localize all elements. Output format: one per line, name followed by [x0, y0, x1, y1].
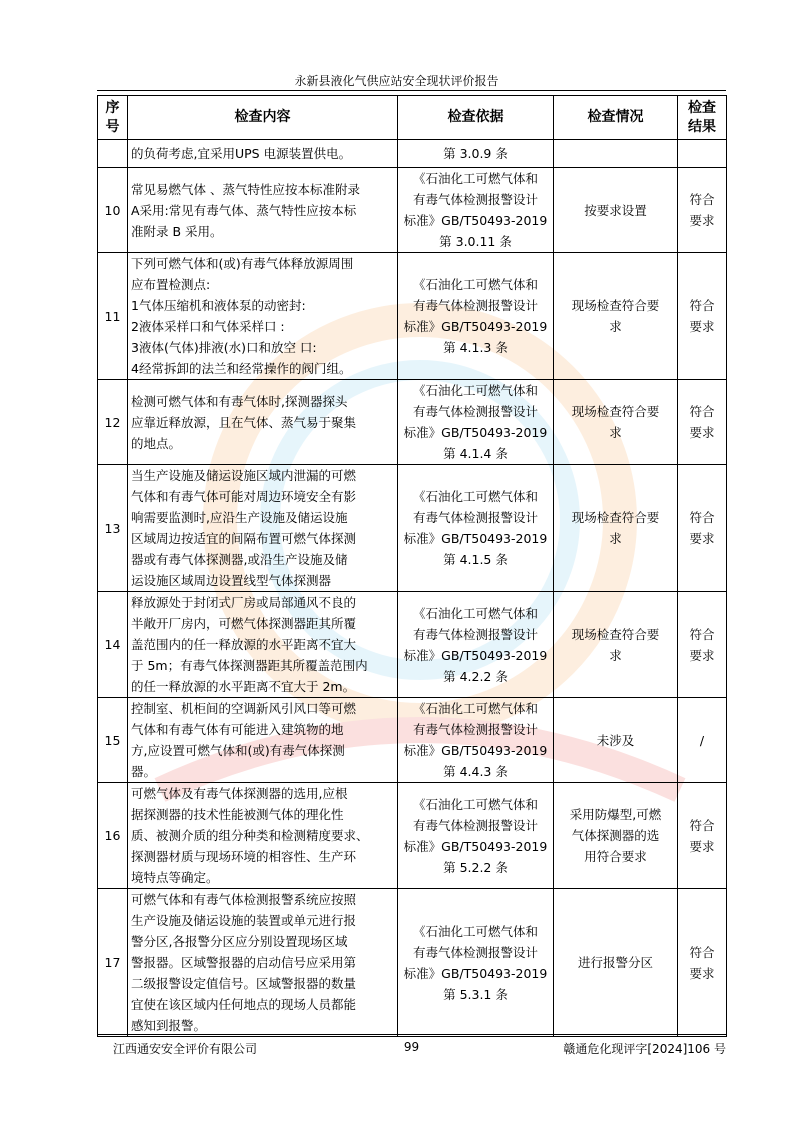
check-content [128, 889, 398, 1037]
check-content [128, 380, 398, 465]
table-row [98, 592, 727, 698]
check-basis [398, 253, 554, 380]
row-number: 11 [98, 253, 128, 380]
check-basis-line: 有毒气体检测报警设计 [412, 298, 538, 313]
check-result [678, 253, 727, 380]
check-basis-line: 标准》GB/T50493-2019 [403, 838, 548, 854]
header-basis: 检查依据 [398, 96, 554, 140]
check-basis-line: 标准》GB/T50493-2019 [403, 425, 548, 440]
row-number: 14 [98, 592, 128, 698]
row-number [98, 140, 128, 168]
check-basis-line: 有毒气体检测报警设计 [412, 192, 538, 207]
check-situation-line: 用符合要求 [584, 849, 647, 864]
header-divider [97, 90, 726, 91]
check-situation [554, 889, 678, 1037]
check-content-line: 应布置检测点: [131, 277, 211, 292]
check-content-line: 境特点等确定。 [131, 870, 219, 885]
check-content-line: 常见易燃气体 、蒸气特性应按本标准附录 [131, 181, 360, 197]
check-situation-line: 现场检查符合要 [571, 404, 660, 419]
check-content-line: 1气体压缩机和液体泵的动密封: [131, 298, 306, 313]
check-content-line: 响需要监测时,应沿生产设施及储运设施 [131, 510, 348, 525]
check-situation-line: 求 [609, 531, 622, 546]
check-basis-line: 第 4.1.5 条 [443, 552, 508, 567]
check-content-line: 检测可燃气体和有毒气体时,探测器探头 [131, 393, 348, 409]
check-basis [398, 140, 554, 168]
check-basis [398, 380, 554, 465]
check-content-line: 运设施区域周边设置线型气体探测器 [131, 573, 332, 588]
check-result-line: 要求 [689, 838, 715, 854]
check-basis-line: 第 4.4.3 条 [443, 764, 508, 779]
check-situation-line: 按要求设置 [584, 202, 647, 218]
check-situation-line: 气体探测器的选 [571, 828, 660, 843]
check-result-line: 符合 [689, 192, 715, 207]
check-basis-line: 标准》GB/T50493-2019 [403, 647, 548, 663]
header-content: 检查内容 [128, 96, 398, 140]
header-situation: 检查情况 [554, 96, 678, 140]
check-content-line: 质、被测介质的组分种类和检测精度要求、 [131, 828, 369, 843]
check-content-line: 器或有毒气体探测器,或沿生产设施及储 [131, 552, 348, 567]
check-situation [554, 168, 678, 253]
document-number: 赣通危化现评字[2024]106 号 [563, 1042, 726, 1056]
check-result [678, 889, 727, 1037]
check-content-line: 4经常拆卸的法兰和经常操作的阀门组。 [131, 361, 352, 376]
check-content [128, 465, 398, 592]
check-content-line: 的地点。 [131, 435, 182, 451]
check-situation-line: 现场检查符合要 [571, 626, 660, 642]
check-basis [398, 465, 554, 592]
check-result [678, 592, 727, 698]
check-content-line: 应靠近释放源，且在气体、蒸气易于聚集 [131, 414, 357, 430]
check-basis [398, 783, 554, 889]
check-situation [554, 380, 678, 465]
check-result-line: 要求 [689, 425, 715, 440]
check-basis-line: 第 5.3.1 条 [443, 986, 508, 1002]
check-basis-line: 《石油化工可燃气体和 [412, 277, 538, 292]
check-result [678, 698, 727, 783]
page-header: 永新县液化气供应站安全现状评价报告 [294, 74, 499, 88]
check-basis [398, 168, 554, 253]
check-basis-line: 第 4.1.4 条 [443, 446, 508, 461]
check-content-line: 器。 [131, 764, 157, 779]
check-basis [398, 889, 554, 1037]
row-number: 13 [98, 465, 128, 592]
check-result [678, 380, 727, 465]
check-result [678, 465, 727, 592]
check-basis-line: 有毒气体检测报警设计 [412, 722, 538, 737]
check-situation-line: 现场检查符合要 [571, 510, 660, 525]
page-number: 99 [403, 1040, 420, 1054]
check-content-line: 探测器材质与现场环境的相容性、生产环 [131, 849, 357, 864]
check-basis-line: 有毒气体检测报警设计 [412, 404, 538, 419]
check-basis-line: 《石油化工可燃气体和 [412, 923, 538, 939]
check-situation-line: 未涉及 [596, 732, 635, 748]
table-row [98, 889, 727, 1037]
check-content-line: 宜使在该区域内任何地点的现场人员都能 [131, 997, 357, 1012]
check-result-line: 要求 [689, 531, 715, 546]
check-content-line: 感知到报警。 [131, 1018, 207, 1033]
check-result-line: / [699, 732, 705, 748]
row-number: 17 [98, 889, 128, 1037]
check-basis-line: 《石油化工可燃气体和 [412, 796, 538, 812]
check-content-line: 控制室、机柜间的空调新风引风口等可燃 [131, 701, 357, 716]
check-content-line: 盖范围内的任一释放源的水平距离不宜大 [131, 637, 357, 652]
check-content-line: 可燃气体和有毒气体检测报警系统应按照 [131, 892, 357, 907]
footer-divider [97, 1034, 726, 1035]
check-result-line: 符合 [689, 404, 715, 419]
check-result-line: 要求 [689, 213, 715, 228]
check-content [128, 592, 398, 698]
table-row [98, 168, 727, 253]
check-content [128, 168, 398, 253]
header-no: 序 号 [98, 96, 128, 140]
check-basis-line: 第 4.2.2 条 [443, 668, 508, 684]
check-content [128, 698, 398, 783]
check-situation [554, 783, 678, 889]
check-basis-line: 标准》GB/T50493-2019 [403, 743, 548, 758]
check-result [678, 140, 727, 168]
check-content-line: 3液体(气体)排液(水)口和放空 口: [131, 340, 317, 355]
check-basis-line: 有毒气体检测报警设计 [412, 510, 538, 525]
check-basis-line: 有毒气体检测报警设计 [412, 944, 538, 960]
check-basis-line: 第 3.0.9 条 [443, 146, 508, 161]
check-content-line: 的任一释放源的水平距离不宜大于 2m。 [131, 679, 356, 694]
check-situation [554, 253, 678, 380]
check-basis-line: 标准》GB/T50493-2019 [403, 319, 548, 334]
table-row [98, 140, 727, 168]
row-number: 15 [98, 698, 128, 783]
check-situation-line: 进行报警分区 [577, 955, 653, 970]
check-basis-line: 有毒气体检测报警设计 [412, 626, 538, 642]
check-situation [554, 465, 678, 592]
check-content-line: A采用:常见有毒气体、蒸气特性应按本标 [131, 202, 357, 218]
check-result [678, 168, 727, 253]
table-row [98, 253, 727, 380]
check-basis-line: 《石油化工可燃气体和 [412, 489, 538, 504]
check-basis-line: 有毒气体检测报警设计 [412, 817, 538, 833]
check-content-line: 半敞开厂房内，可燃气体探测器距其所覆 [131, 616, 357, 631]
check-basis-line: 《石油化工可燃气体和 [412, 383, 538, 398]
check-basis-line: 标准》GB/T50493-2019 [403, 531, 548, 546]
check-situation-line: 现场检查符合要 [571, 298, 660, 313]
check-result-line: 符合 [689, 626, 715, 642]
check-basis-line: 第 5.2.2 条 [443, 859, 508, 875]
check-content-line: 下列可燃气体和(或)有毒气体释放源周围 [131, 256, 354, 271]
inspection-table [97, 95, 727, 1037]
header-result: 检查 结果 [678, 96, 727, 140]
check-result-line: 符合 [689, 817, 715, 833]
check-content-line: 释放源处于封闭式厂房或局部通风不良的 [131, 595, 357, 610]
check-situation [554, 698, 678, 783]
check-result-line: 符合 [689, 510, 715, 525]
table-row [98, 698, 727, 783]
check-situation-line: 求 [609, 647, 622, 663]
check-content-line: 于 5m；有毒气体探测器距其所覆盖范围内 [131, 658, 368, 673]
table-row [98, 380, 727, 465]
page-footer [97, 1040, 726, 1058]
check-basis-line: 《石油化工可燃气体和 [412, 701, 538, 716]
table-row [98, 465, 727, 592]
check-content-line: 警报器。区域警报器的启动信号应采用第 [131, 955, 357, 970]
check-content-line: 区域周边按适宜的间隔布置可燃气体探测 [131, 531, 357, 546]
check-content-line: 据探测器的技术性能被测气体的理化性 [131, 807, 344, 822]
check-content-line: 生产设施及储运设施的装置或单元进行报 [131, 913, 357, 928]
check-situation-line: 求 [609, 319, 622, 334]
check-content-line: 方,应设置可燃气体和(或)有毒气体探测 [131, 743, 345, 758]
check-result-line: 要求 [689, 319, 715, 334]
check-result-line: 符合 [689, 298, 715, 313]
check-basis-line: 《石油化工可燃气体和 [412, 605, 538, 621]
check-content-line: 警分区,各报警分区应分别设置现场区域 [131, 934, 348, 949]
check-basis [398, 592, 554, 698]
check-basis-line: 标准》GB/T50493-2019 [403, 965, 548, 981]
check-content [128, 253, 398, 380]
check-basis-line: 《石油化工可燃气体和 [412, 171, 538, 186]
check-content-line: 的负荷考虑,宜采用UPS 电源装置供电。 [131, 146, 352, 161]
row-number: 16 [98, 783, 128, 889]
check-result-line: 要求 [689, 965, 715, 981]
check-situation [554, 592, 678, 698]
check-situation-line: 采用防爆型,可燃 [569, 807, 662, 822]
check-content-line: 气体和有毒气体可能对周边环境安全有影 [131, 489, 357, 504]
check-content-line: 当生产设施及储运设施区域内泄漏的可燃 [131, 468, 357, 483]
check-basis-line: 第 3.0.11 条 [439, 234, 512, 249]
footer-company: 江西通安安全评价有限公司 [113, 1042, 258, 1056]
check-result-line: 符合 [689, 944, 715, 960]
check-situation-line: 求 [609, 425, 622, 440]
check-basis-line: 标准》GB/T50493-2019 [403, 213, 548, 228]
check-content [128, 783, 398, 889]
check-result [678, 783, 727, 889]
check-basis-line: 第 4.1.3 条 [443, 340, 508, 355]
check-content-line: 气体和有毒气体有可能进入建筑物的地 [131, 722, 344, 737]
check-content [128, 140, 398, 168]
row-number: 10 [98, 168, 128, 253]
check-basis [398, 698, 554, 783]
check-content-line: 可燃气体及有毒气体探测器的选用,应根 [131, 786, 348, 801]
table-row [98, 783, 727, 889]
check-result-line: 要求 [689, 647, 715, 663]
row-number: 12 [98, 380, 128, 465]
check-content-line: 准附录 B 采用。 [131, 223, 223, 239]
check-content-line: 二级报警设定值信号。区域警报器的数量 [131, 976, 357, 991]
check-situation [554, 140, 678, 168]
check-content-line: 2液体采样口和气体采样口 : [131, 319, 285, 334]
